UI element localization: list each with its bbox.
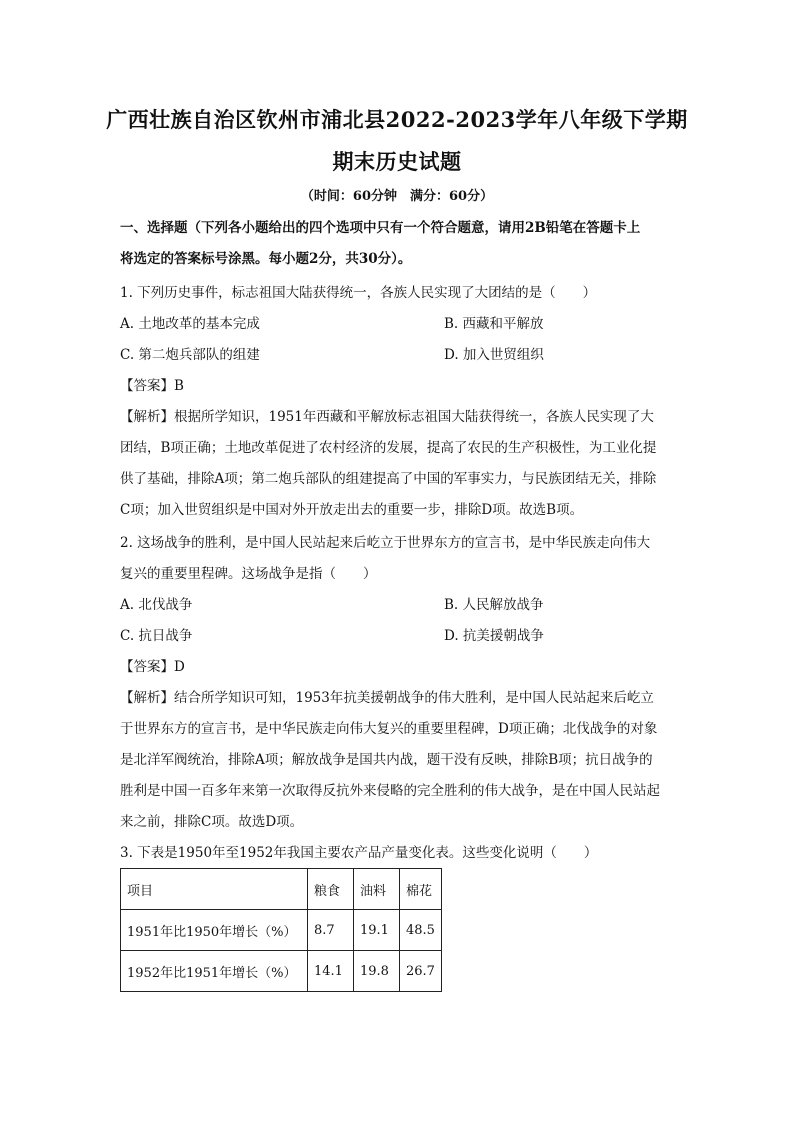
table-header-cell: 棉花 <box>400 869 442 910</box>
question-1-analysis-line4: C项；加入世贸组织是中国对外开放走出去的重要一步，排除D项。故选B项。 <box>120 502 584 518</box>
table-header-row <box>121 869 442 910</box>
question-2-answer: 【答案】D <box>120 659 185 675</box>
question-2-analysis-line2: 于世界东方的宣言书，是中华民族走向伟大复兴的重要里程碑，D项正确；北伐战争的对象 <box>120 721 658 737</box>
table-header-cell: 油料 <box>354 869 400 910</box>
table-cell: 26.7 <box>400 951 442 992</box>
table-header-cell: 项目 <box>121 869 308 910</box>
table-cell: 8.7 <box>308 910 354 951</box>
question-2-analysis-line3: 是北洋军阀统治，排除A项；解放战争是国共内战，题干没有反映，排除B项；抗日战争的 <box>120 752 653 768</box>
table-header-cell: 粮食 <box>308 869 354 910</box>
question-2-analysis-line5: 来之前，排除C项。故选D项。 <box>120 814 304 830</box>
question-1-analysis-line1: 【解析】根据所学知识，1951年西藏和平解放标志祖国大陆获得统一，各族人民实现了大 <box>120 409 654 425</box>
question-1-option-a: A. 土地改革的基本完成 <box>120 316 260 332</box>
question-2-option-c: C. 抗日战争 <box>120 628 193 644</box>
question-2-stem-line2: 复兴的重要里程碑。这场战争是指（ ） <box>120 566 377 582</box>
question-1-answer: 【答案】B <box>120 378 184 394</box>
question-3-stem: 3. 下表是1950年至1952年我国主要农产品产量变化表。这些变化说明（ ） <box>120 845 598 861</box>
section-instruction-line2: 将选定的答案标号涂黑。每小题2分，共30分）。 <box>120 251 412 267</box>
table-cell: 1952年比1951年增长（%） <box>121 951 308 992</box>
question-1-option-c: C. 第二炮兵部队的组建 <box>120 347 260 363</box>
question-2-option-a: A. 北伐战争 <box>120 597 193 613</box>
document-title-line1: 广西壮族自治区钦州市浦北县2022-2023学年八年级下学期 <box>106 107 688 132</box>
agricultural-output-table <box>120 868 442 992</box>
table-cell: 1951年比1950年增长（%） <box>121 910 308 951</box>
question-1-option-b: B. 西藏和平解放 <box>444 316 544 332</box>
table-row <box>121 910 442 951</box>
question-2-option-d: D. 抗美援朝战争 <box>444 628 544 644</box>
table-cell: 14.1 <box>308 951 354 992</box>
table-cell: 19.1 <box>354 910 400 951</box>
question-2-analysis-line1: 【解析】结合所学知识可知，1953年抗美援朝战争的伟大胜利，是中国人民站起来后屹立 <box>120 690 654 706</box>
table-cell: 19.8 <box>354 951 400 992</box>
question-2-stem-line1: 2. 这场战争的胜利，是中国人民站起来后屹立于世界东方的宣言书，是中华民族走向伟大 <box>120 535 651 551</box>
question-1-stem: 1. 下列历史事件，标志祖国大陆获得统一，各族人民实现了大团结的是（ ） <box>120 285 597 301</box>
table-row <box>121 951 442 992</box>
exam-time-info: （时间：60分钟 满分：60分） <box>300 189 494 204</box>
table-cell: 48.5 <box>400 910 442 951</box>
question-1-analysis-line2: 团结，B项正确；土地改革促进了农村经济的发展，提高了农民的生产积极性，为工业化提 <box>120 440 657 456</box>
section-instruction-line1: 一、选择题（下列各小题给出的四个选项中只有一个符合题意，请用2B铅笔在答题卡上 <box>120 220 641 236</box>
document-title-line2: 期末历史试题 <box>332 149 462 174</box>
question-2-analysis-line4: 胜利是中国一百多年来第一次取得反抗外来侵略的完全胜利的伟大战争，是在中国人民站起 <box>120 783 660 799</box>
question-1-analysis-line3: 供了基础，排除A项；第二炮兵部队的组建提高了中国的军事实力，与民族团结无关，排除 <box>120 471 657 487</box>
question-1-option-d: D. 加入世贸组织 <box>444 347 544 363</box>
question-2-option-b: B. 人民解放战争 <box>444 597 544 613</box>
